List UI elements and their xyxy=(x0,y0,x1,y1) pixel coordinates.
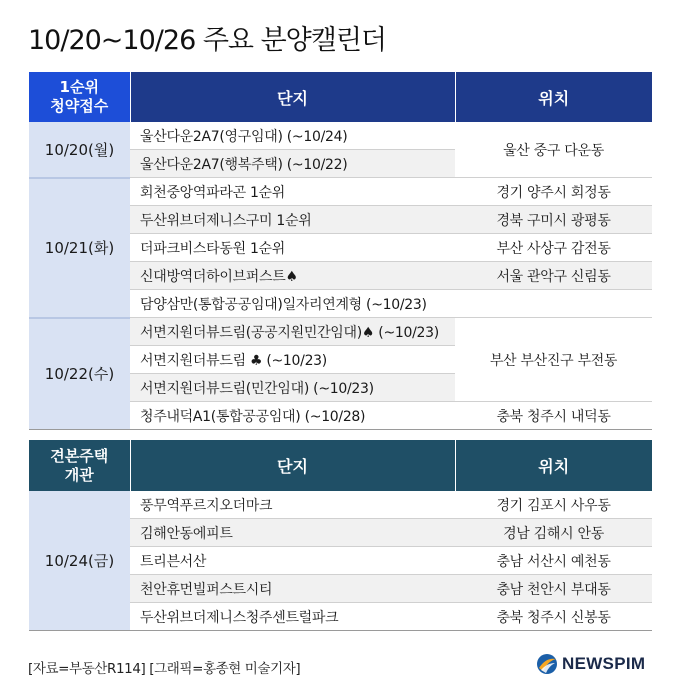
header-label-line1: 견본주택 xyxy=(50,446,109,465)
complex-name: 청주내덕A1(통합공공임대) (~10/28) xyxy=(130,402,455,430)
date-cell: 10/21(화) xyxy=(29,178,130,318)
complex-name: 서면지원더뷰드림 ♣ (~10/23) xyxy=(130,346,455,374)
header-complex: 단지 xyxy=(130,72,455,122)
source-credit: [자료=부동산R114] [그래픽=홍종현 미술기자] xyxy=(28,661,301,677)
location-cell: 충북 청주시 신봉동 xyxy=(455,603,652,631)
location-cell: 충북 청주시 내덕동 xyxy=(455,402,652,430)
table-row xyxy=(29,122,652,150)
complex-name: 서면지원더뷰드림(민간임대) (~10/23) xyxy=(130,374,455,402)
newspim-logo xyxy=(536,653,645,675)
page-title: 10/20~10/26 주요 분양캘린더 xyxy=(28,25,386,56)
newspim-logo-icon xyxy=(536,653,558,675)
header-label-line1: 1순위 xyxy=(59,78,99,96)
complex-name: 천안휴먼빌퍼스트시티 xyxy=(130,575,455,603)
header-label-line2: 개관 xyxy=(64,465,94,484)
location-cell: 경북 구미시 광평동 xyxy=(455,206,652,234)
complex-name: 두산위브더제니스구미 1순위 xyxy=(130,206,455,234)
header-label-line2: 청약접수 xyxy=(50,97,109,115)
complex-name: 회천중앙역파라곤 1순위 xyxy=(130,178,455,206)
location-cell: 울산 중구 다운동 xyxy=(455,122,652,178)
location-cell: 충남 서산시 예천동 xyxy=(455,547,652,575)
complex-name: 울산다운2A7(영구임대) (~10/24) xyxy=(130,122,455,150)
header-subscription-date xyxy=(29,72,130,122)
location-cell: 서울 관악구 신림동 xyxy=(455,262,652,290)
logo-text: NEWSPIM xyxy=(562,654,646,673)
location-cell: 충남 천안시 부대동 xyxy=(455,575,652,603)
table-row xyxy=(29,491,652,519)
complex-name: 풍무역푸르지오더마크 xyxy=(130,491,455,519)
table-row xyxy=(29,318,652,346)
date-cell: 10/22(수) xyxy=(29,318,130,430)
date-cell: 10/20(월) xyxy=(29,122,130,178)
location-cell: 부산 사상구 감전동 xyxy=(455,234,652,262)
complex-name: 서면지원더뷰드림(공공지원민간임대)♠ (~10/23) xyxy=(130,318,455,346)
header-location: 위치 xyxy=(455,440,652,491)
complex-name: 트리븐서산 xyxy=(130,547,455,575)
table-header-row xyxy=(29,72,652,122)
table-header-row xyxy=(29,440,652,491)
complex-name: 두산위브더제니스청주센트럴파크 xyxy=(130,603,455,631)
header-location: 위치 xyxy=(455,72,652,122)
header-complex: 단지 xyxy=(130,440,455,491)
complex-name: 울산다운2A7(행복주택) (~10/22) xyxy=(130,150,455,178)
location-cell: 경기 김포시 사우동 xyxy=(455,491,652,519)
complex-name: 김해안동에피트 xyxy=(130,519,455,547)
date-cell: 10/24(금) xyxy=(29,491,130,631)
location-cell: 경남 김해시 안동 xyxy=(455,519,652,547)
complex-name: 더파크비스타동원 1순위 xyxy=(130,234,455,262)
complex-name: 담양삼만(통합공공임대)일자리연계형 (~10/23) xyxy=(130,290,455,318)
location-cell: 경기 양주시 회정동 xyxy=(455,178,652,206)
subscription-table xyxy=(29,72,652,430)
header-model-house-opening xyxy=(29,440,130,491)
complex-name: 신대방역더하이브퍼스트♠ xyxy=(130,262,455,290)
location-cell xyxy=(455,290,652,318)
location-cell: 부산 부산진구 부전동 xyxy=(455,318,652,402)
model-house-table xyxy=(29,440,652,631)
table-row xyxy=(29,178,652,206)
